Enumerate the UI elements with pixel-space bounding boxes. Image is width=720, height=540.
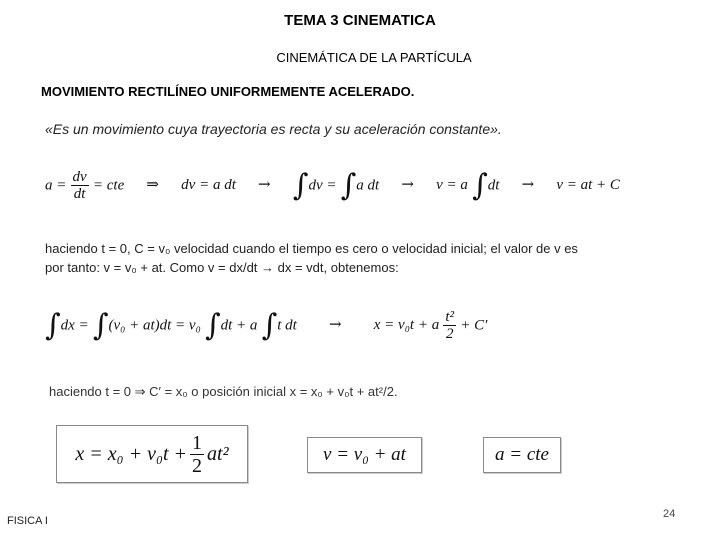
integral-sign-7: ∫ <box>261 308 278 343</box>
eq2-dt-a: dt + a <box>220 317 258 334</box>
eq2-arrow: → <box>329 315 342 334</box>
paragraph-3: haciendo t = 0 ⇒ C′ = x₀ o posición inicial x = x₀ + v₀t + at²/2. <box>49 384 398 399</box>
eq1-a-equals: a = <box>45 177 67 194</box>
box1-post: at² <box>207 442 229 465</box>
eq1-cte: = cte <box>92 177 125 194</box>
page-number: 24 <box>663 508 676 520</box>
acceleration-equation-box: a = cte <box>483 437 561 473</box>
eq2-denominator: 2 <box>445 326 454 342</box>
eq1-arrow-3: → <box>521 175 535 194</box>
eq1-int-dv: dv = <box>308 177 337 194</box>
eq1-int-adt: a dt <box>356 177 380 194</box>
eq2-plus-c: + C′ <box>460 317 488 334</box>
paragraph-2: por tanto: v = v₀ + at. Como v = dx/dt → dx = vdt, obtenemos: <box>45 260 399 275</box>
eq2-numerator: t² <box>445 308 455 325</box>
integral-sign-2: ∫ <box>340 168 357 203</box>
integral-sign-4: ∫ <box>45 308 61 343</box>
eq1-arrow-2: → <box>401 175 414 194</box>
equation-row-1 <box>45 168 620 212</box>
eq2-t-dt: t dt <box>277 317 297 334</box>
velocity-equation-box: v = v₀ + at <box>307 437 422 473</box>
integral-sign-5: ∫ <box>92 308 109 343</box>
slide-title: TEMA 3 CINEMATICA <box>284 12 436 29</box>
integral-sign-3: ∫ <box>472 168 488 203</box>
paragraph-1: haciendo t = 0, C = v₀ velocidad cuando el tiempo es cero o velocidad inicial; el valor de v es <box>45 241 578 256</box>
eq1-dt: dt <box>487 177 500 194</box>
equation-row-2 <box>45 308 487 343</box>
eq2-x-eq: x = v₀t + a <box>373 317 440 334</box>
box1-denominator: 2 <box>192 454 203 477</box>
integral-sign-6: ∫ <box>204 308 221 343</box>
eq1-dv-adt: dv = a dt <box>181 177 236 194</box>
eq2-left: dx = <box>60 317 89 334</box>
eq1-arrow-1: → <box>258 175 271 194</box>
box1-numerator: 1 <box>192 431 203 454</box>
slide-subtitle: CINEMÁTICA DE LA PARTÍCULA <box>276 50 472 65</box>
eq1-v-a: v = a <box>436 177 468 194</box>
section-heading: MOVIMIENTO RECTILÍNEO UNIFORMEMENTE ACELERADO. <box>41 84 415 99</box>
position-equation-box <box>56 425 248 483</box>
eq1-result: v = at + C <box>556 177 620 194</box>
eq1-implies: ⇒ <box>146 175 159 194</box>
definition-text: «Es un movimiento cuya trayectoria es recta y su aceleración constante». <box>45 121 502 137</box>
eq2-mid: (v₀ + at)dt = v₀ <box>108 317 201 334</box>
box1-fraction <box>190 432 204 477</box>
integral-sign-1: ∫ <box>292 168 309 203</box>
box1-pre: x = x₀ + v₀t + <box>75 442 188 465</box>
eq1-numerator: dv <box>72 168 87 185</box>
eq2-fraction <box>443 309 456 343</box>
eq1-denominator: dt <box>73 186 86 202</box>
footer-text: FISICA I <box>7 515 48 527</box>
eq1-fraction <box>71 169 89 203</box>
